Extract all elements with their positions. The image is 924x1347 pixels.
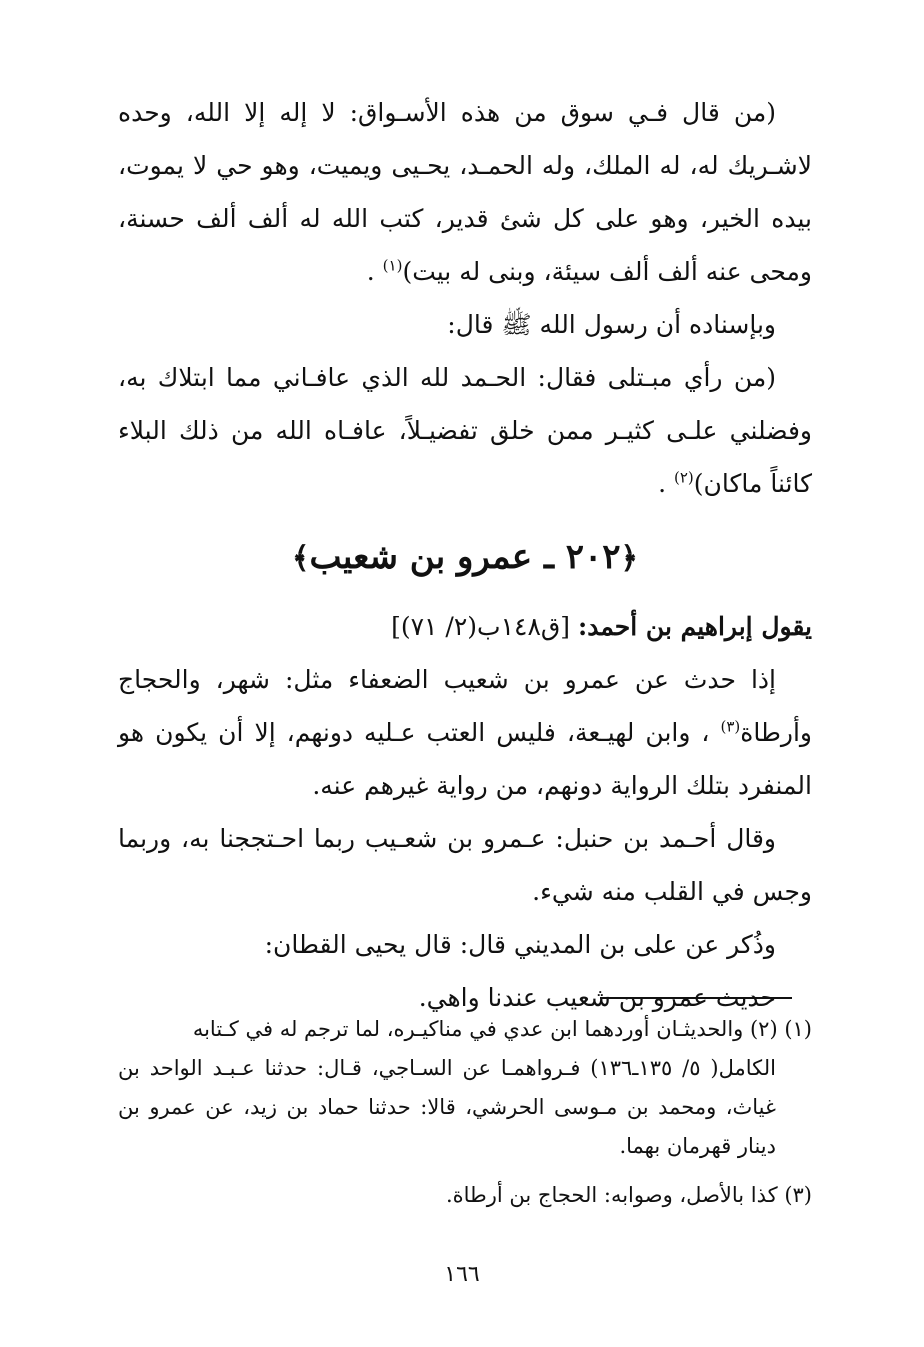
paragraph-hadith-market [118,86,812,298]
ornament-bracket-icon: ﴾ [291,541,310,576]
paragraph-end: . [366,257,383,286]
paragraph-text: ، وابن لهيـعة، فليس العتب عـليه دونهم، إلا أن يكون هو المنفرد بتلك الرواية دونهم، من رواية غيرهم عنه. [118,718,812,800]
attribution-lead: يقول إبراهيم بن أحمد: [578,612,812,641]
footnote-1-2-continued: الكامل( ٥/ ١٣٥ـ١٣٦) فـرواهمـا عن السـاجي، قـال: حدثنا عـبـد الواحد بن غياث، ومحمد بن مـوسى الحرشي، قالا: حدثنا حماد بن زيد، عن عمرو بن دينار قهرمان بهما. [118,1056,776,1158]
ornament-bracket-icon: ﴿ [620,541,639,576]
section-title: ٢٠٢ ـ عمرو بن شعيب [309,537,621,577]
footnote-ref: (١) [382,256,403,275]
footnote-ref: (٢) [673,468,694,487]
manuscript-reference: [ق١٤٨ب(٢/ ٧١)] [391,612,578,641]
paragraph-qattan: حديث عمرو بن شعيب عندنا واهي. [418,983,776,1012]
paragraph-isnad: وبإسناده أن رسول الله ﷺ قال: [447,310,776,339]
footnote-1-2: (١) (٢) والحديثـان أوردهما ابن عدي في مناكيـره، لما ترجم له في كـتابه [192,1017,812,1041]
main-text [118,86,812,1024]
paragraph-weak-narrators [118,653,812,812]
footnote-3: (٣) كذا بالأصل، وصوابه: الحجاج بن أرطاة. [445,1183,812,1207]
page-number: ١٦٦ [444,1262,480,1287]
section-heading [118,532,812,584]
paragraph-text: إذا حدث عن عمرو بن شعيب الضعفاء مثل: شهر، والحجاج وأرطاة [118,665,812,747]
paragraph-end: . [658,469,674,498]
paragraph-text: (من رأي مبـتلى فقال: الحـمد لله الذي عافـاني مما ابتلاك به، وفضلني علـى كثيـر ممن خلق تفضيـلاً، عافـاه الله من ذلك البلاء كائناً ماكان) [118,363,812,498]
footnotes [118,1010,812,1215]
paragraph-text: (من قال فـي سوق من هذه الأسـواق: لا إله إلا الله، وحده لاشـريك له، له الملك، وله الحمـد، يحـيى ويميت، وهو حي لا يموت، بيده الخير، وهو على كل شئ قدير، كتب الله له ألف ألف حسنة، ومحى عنه ألف ألف سيئة، وبنى له بيت) [118,98,812,286]
paragraph-hadith-afflicted [118,351,812,510]
paragraph-ibn-madini: وذُكر عن على بن المديني قال: قال يحيى القطان: [264,930,776,959]
footnote-ref: (٣) [720,717,741,736]
paragraph-ahmad: وقال أحـمد بن حنبل: عـمرو بن شعـيب ربما احـتججنا به، وربما وجس في القلب منه شيء. [118,824,812,906]
paragraph-attribution [118,600,812,653]
footnote-divider [600,997,792,999]
